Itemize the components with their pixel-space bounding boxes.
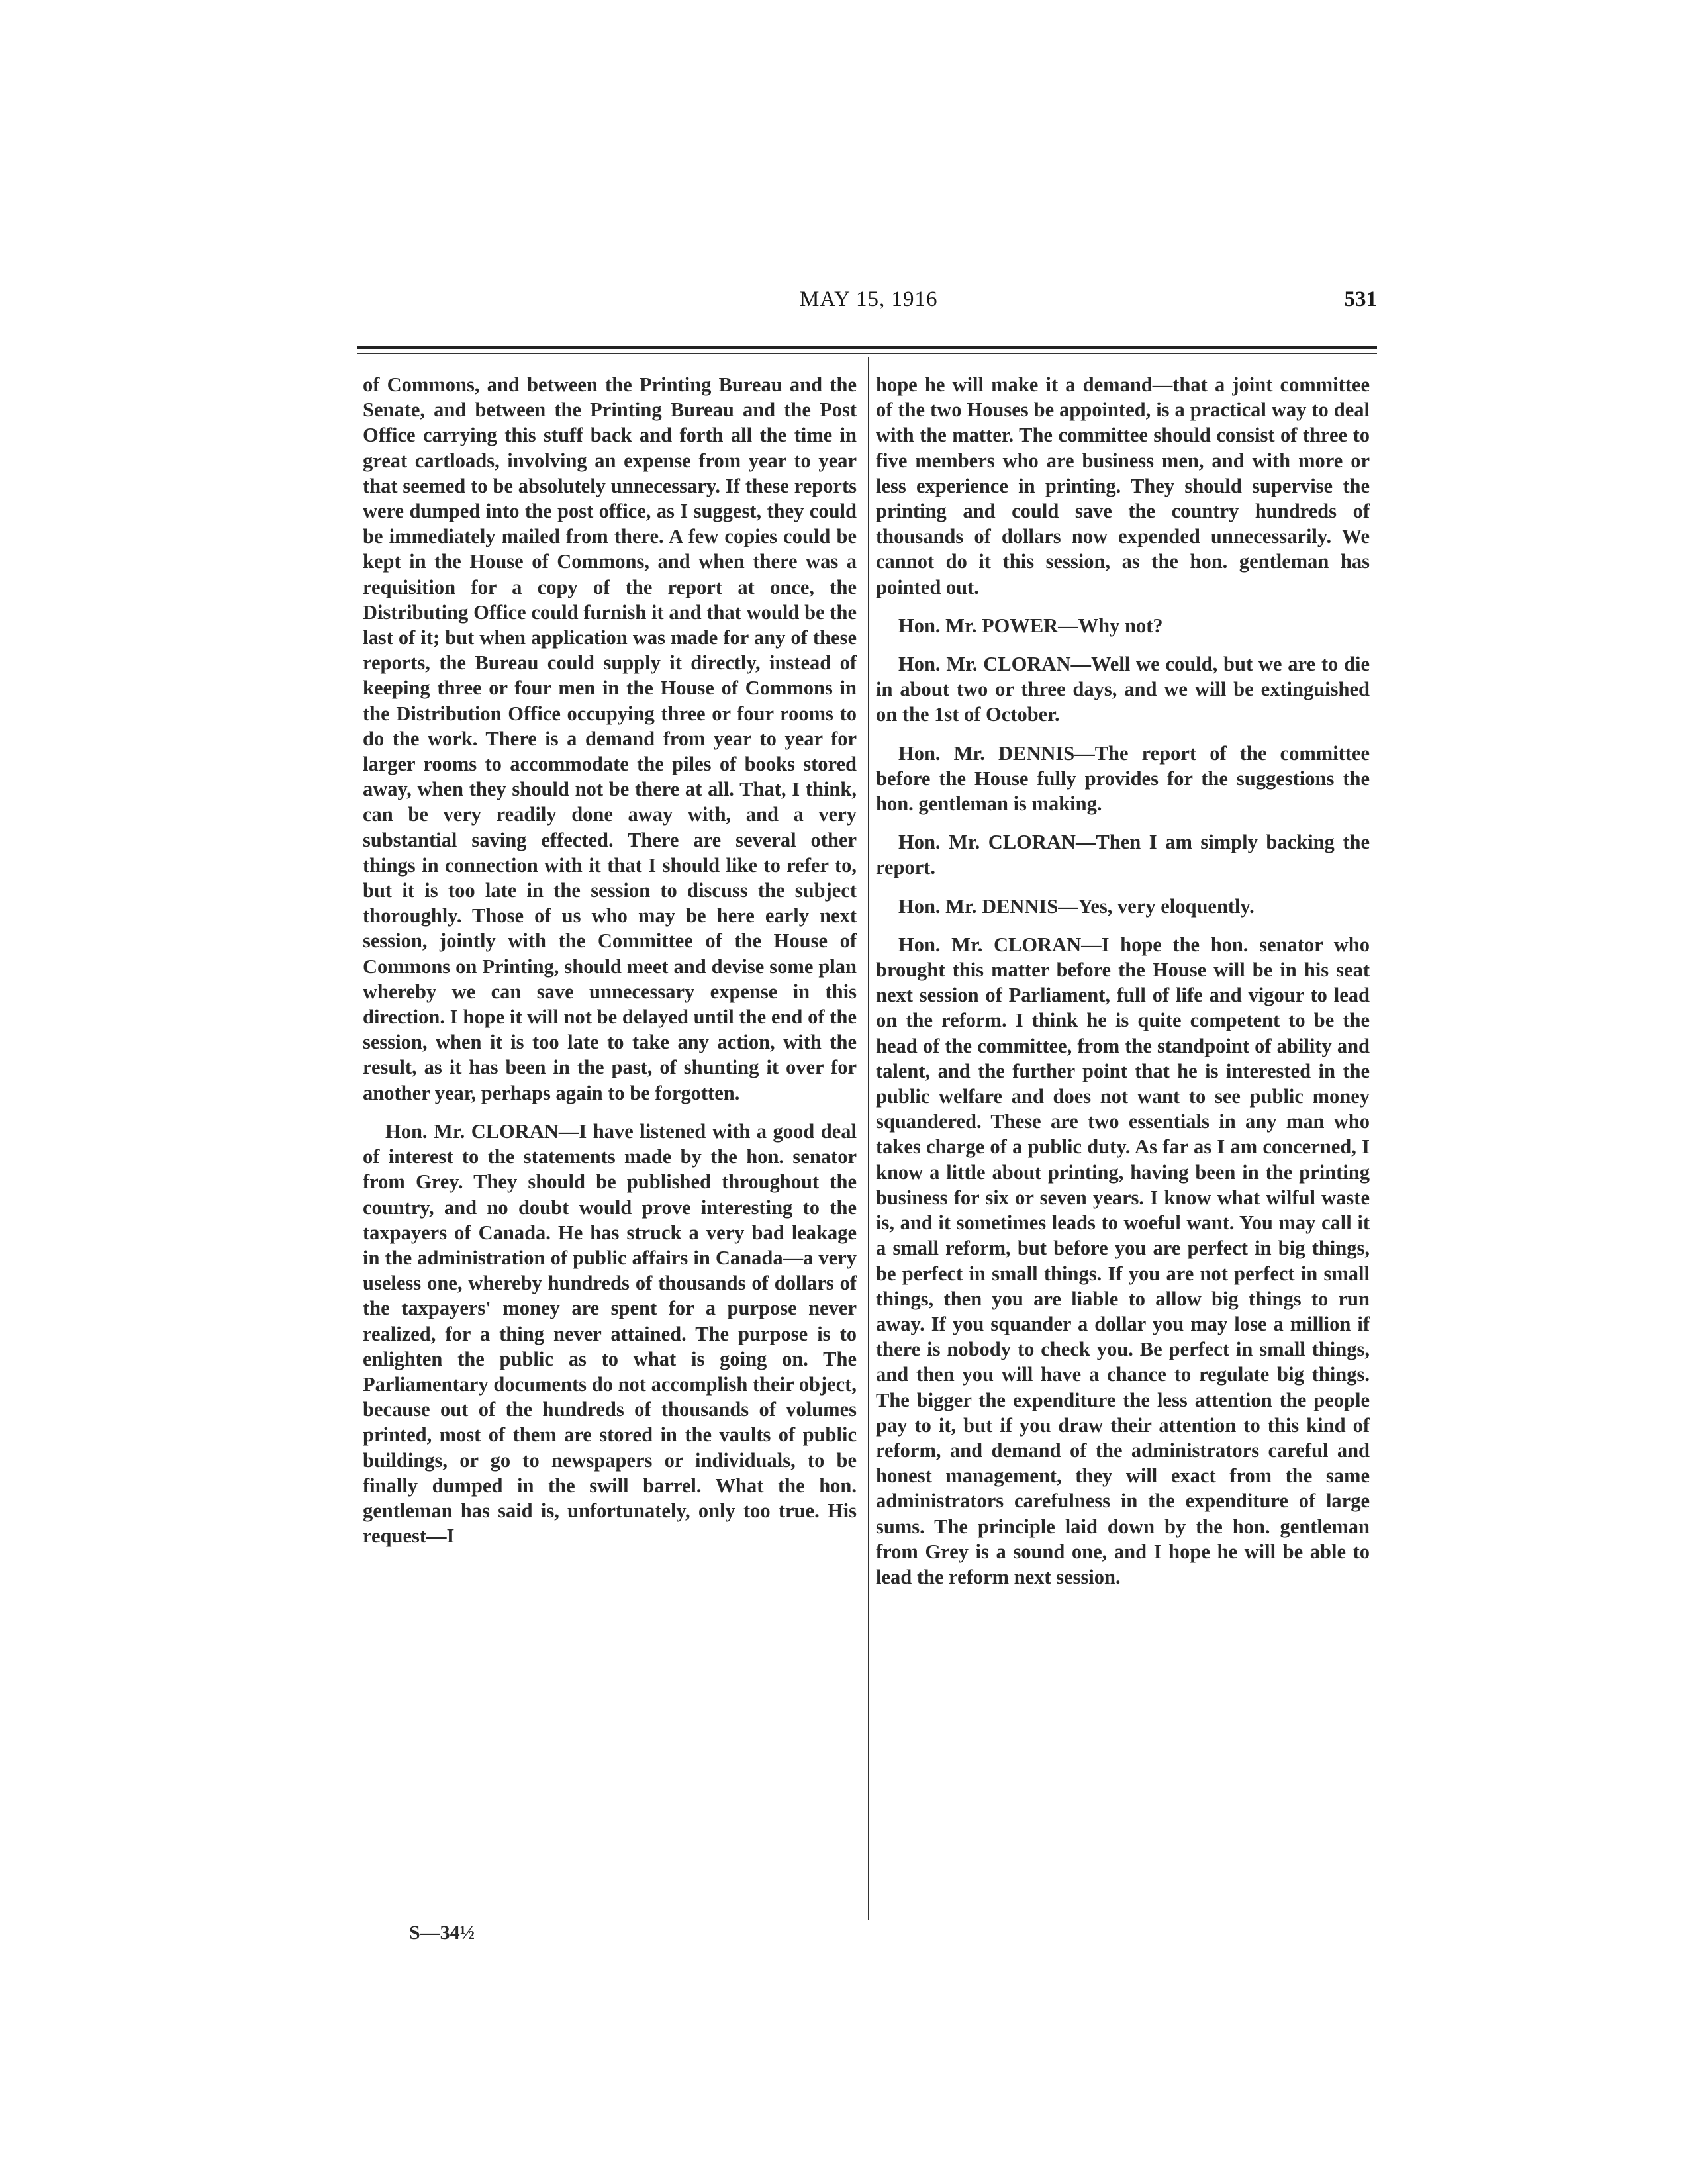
- left-paragraph-cloran: Hon. Mr. CLORAN—I have listened with a good deal of interest to the statements made by the hon. senator from Grey. They should be published throughout the country, and no doubt would prove interesting to the taxpayers of Canada. He has struck a very bad leakage in the administration of public affairs in Canada—a very useless one, whereby hundreds of thousands of dollars of the taxpayers' money are spent for a purpose never realized, for a thing never attained. The purpose is to enlighten the public as to what is going on. The Parliamentary documents do not accomplish their object, because out of the hundreds of thousands of volumes printed, most of them are stored in the vaults of public buildings, or go to newspapers or individuals, to be finally dumped in the swill barrel. What the hon. gentleman has said is, unfortunately, only too true. His request—I: [363, 1119, 857, 1548]
- right-paragraph-dennis-2: Hon. Mr. DENNIS—Yes, very eloquently.: [898, 894, 1255, 918]
- right-paragraph-continuation: hope he will make it a demand—that a joint committee of the two Houses be appointed, is a practical way to deal with the matter. The committee should consist of three to five members who are business men, and with more or less experience in printing. They should supervise the printing and could save the country hundreds of thousands of dollars now expended unnecessarily. We cannot do it this session, as the hon. gentleman has pointed out.: [876, 373, 1370, 598]
- right-paragraph-dennis-1: Hon. Mr. DENNIS—The report of the committee before the House fully provides for the suggestions the hon. gentleman is making.: [876, 741, 1370, 816]
- right-paragraph-cloran-1: Hon. Mr. CLORAN—Well we could, but we are to die in about two or three days, and we will be extinguished on the 1st of October.: [876, 653, 1370, 726]
- header-rule-thick: [357, 346, 1377, 349]
- right-column: [876, 372, 1370, 1589]
- right-paragraph-cloran-3: Hon. Mr. CLORAN—I hope the hon. senator who brought this matter before the House will be in his seat next session of Parliament, full of life and vigour to lead on the reform. I think he is quite competent to be the head of the committee, from the standpoint of ability and talent, and the further point that he is interested in the public welfare and does not want to see public money squandered. These are two essentials in any man who takes charge of a public duty. As far as I am concerned, I know a little about printing, having been in the printing business for six or seven years. I know what wilful waste is, and it sometimes leads to woeful want. You may call it a small reform, but before you are perfect in big things, be perfect in small things. If you are not perfect in small things, then you are liable to allow big things to run away. If you squander a dollar you may lose a million if there is nobody to check you. Be perfect in small things, and then you will have a chance to regulate big things. The bigger the expenditure the less attention the people pay to it, but if you draw their attention to this kind of reform, and demand of the administrators careful and honest management, they will exact from the same administrators carefulness in the expenditure of large sums. The principle laid down by the hon. gentleman from Grey is a sound one, and I hope he will be able to lead the reform next session.: [876, 933, 1370, 1588]
- left-column: [363, 372, 857, 1548]
- right-paragraph-cloran-2: Hon. Mr. CLORAN—Then I am simply backing the report.: [876, 831, 1370, 879]
- page-number: 531: [1344, 287, 1377, 311]
- header-rule-thin: [357, 353, 1377, 354]
- left-paragraph-continuation: of Commons, and between the Printing Bureau and the Senate, and between the Printing Bureau and the Post Office carrying this stuff back and forth all the time in great cartloads, involving an expense from year to year that seemed to be absolutely unnecessary. If these reports were dumped into the post office, as I suggest, they could be immediately mailed from there. A few copies could be kept in the House of Commons, and when there was a requisition for a copy of the report at once, the Distributing Office could furnish it and that would be the last of it; but when application was made for any of these reports, the Bureau could supply it directly, instead of keeping three or four men in the House of Commons in the Distribution Office occupying three or four rooms to do the work. There is a demand from year to year for larger rooms to accommodate the piles of books stored away, when they should not be there at all. That, I think, can be very readily done away with, and a very substantial saving effected. There are several other things in connection with it that I should like to refer to, but it is too late in the session to discuss the subject thoroughly. Those of us who may be here early next session, jointly with the Committee of the House of Commons on Printing, should meet and devise some plan whereby we can save unnecessary expense in this direction. I hope it will not be delayed until the end of the session, when it is too late to take any action, with the result, as it has been in the past, of shunting it over for another year, perhaps again to be forgotten.: [363, 373, 857, 1104]
- signature-mark: S—34½: [409, 1922, 475, 1944]
- right-paragraph-power: Hon. Mr. POWER—Why not?: [898, 614, 1163, 637]
- header-date: MAY 15, 1916: [800, 287, 938, 311]
- page-header: [357, 287, 1377, 320]
- column-divider: [868, 357, 869, 1920]
